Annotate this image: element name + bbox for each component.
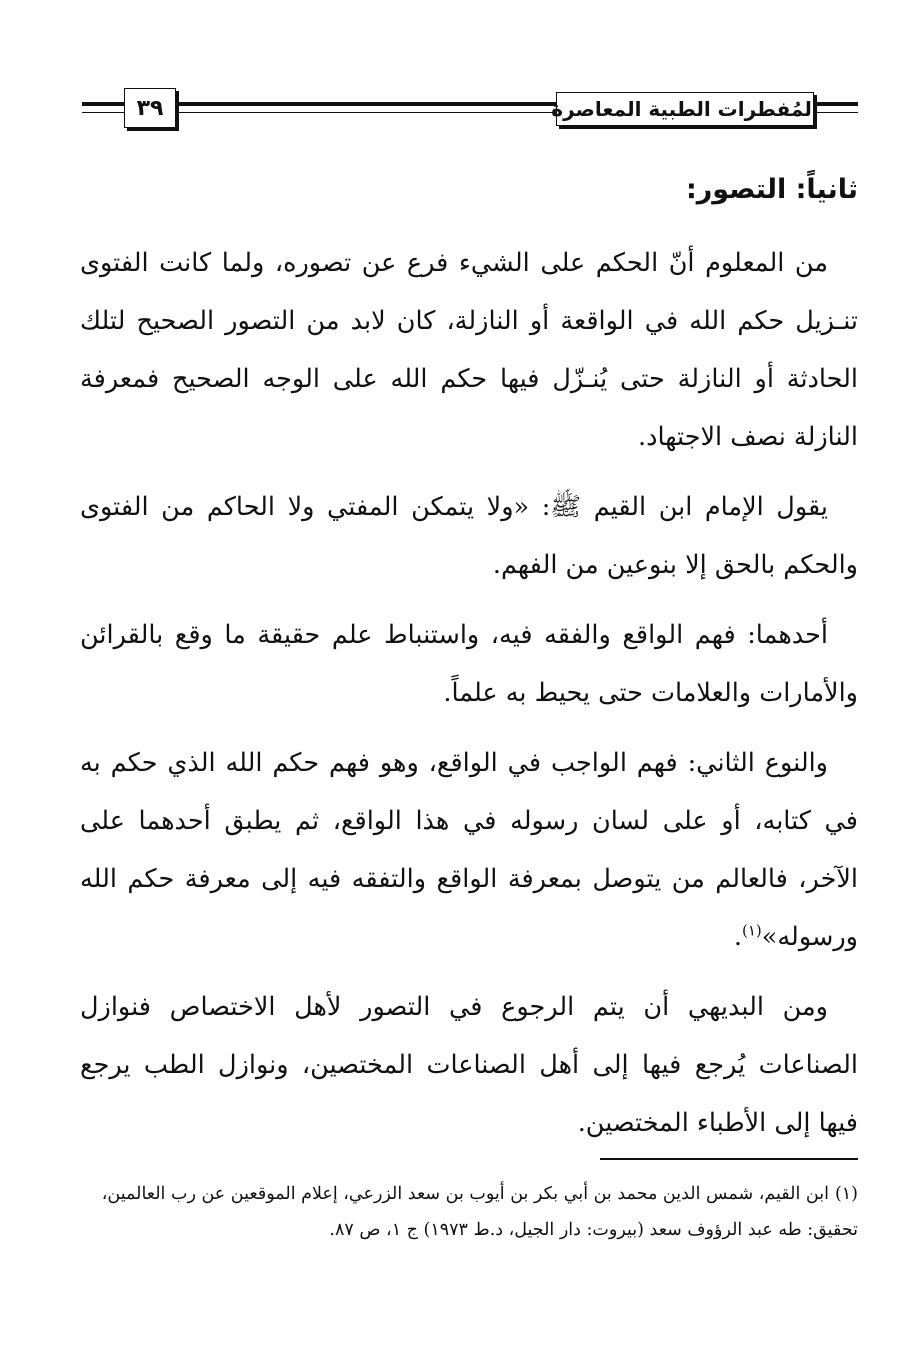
- header-rule-right-thin: [816, 112, 858, 113]
- paragraph-4-text: والنوع الثاني: فهم الواجب في الواقع، وهو فهم حكم الله الذي حكم به في كتابه، أو على لسان رسوله في هذا الواقع، ثم يطبق أحدهما على الآخر، فالعالم من يتوصل بمعرفة الواقع والتفقه فيه إلى معرفة حكم الله ورسوله»: [80, 748, 858, 952]
- header-rule-right-thick: [816, 102, 858, 106]
- header-rule-left-thin: [82, 112, 124, 113]
- book-title: المُفطرات الطبية المعاصرة: [556, 92, 814, 126]
- header-rule-left-thick: [82, 102, 124, 106]
- header-rule-middle-thin: [178, 112, 556, 113]
- footnote-number: (١): [834, 1184, 858, 1204]
- page-body: [80, 168, 858, 1164]
- footnote-text: ابن القيم، شمس الدين محمد بن أبي بكر بن أيوب بن سعد الزرعي، إعلام الموقعين عن رب العالمين، تحقيق: طه عبد الرؤوف سعد (بيروت: دار الجيل، د.ط ١٩٧٣) ج ١، ص ٨٧.: [101, 1184, 858, 1240]
- running-header: [82, 88, 858, 134]
- footnote-separator: [600, 1158, 858, 1160]
- footnote: [80, 1176, 858, 1248]
- paragraph-2: يقول الإمام ابن القيم ﷺ: «ولا يتمكن المفتي ولا الحاكم من الفتوى والحكم بالحق إلا بنوعين من الفهم.: [80, 492, 858, 580]
- header-rule-middle-thick: [178, 102, 556, 106]
- section-heading: ثانياً: التصور:: [685, 174, 858, 205]
- page-number: ٣٩: [124, 88, 176, 128]
- paragraph-3: أحدهما: فهم الواقع والفقه فيه، واستنباط علم حقيقة ما وقع بالقرائن والأمارات والعلامات حتى يحيط به علماً.: [80, 620, 858, 708]
- footnote-reference[interactable]: (١): [742, 921, 762, 940]
- paragraph-4: [80, 734, 858, 966]
- paragraph-1: من المعلوم أنّ الحكم على الشيء فرع عن تصوره، ولما كانت الفتوى تنـزيل حكم الله في الواقعة أو النازلة، كان لابد من التصور الصحيح لتلك الحادثة أو النازلة حتى يُنـزّل فيها حكم الله على الوجه الصحيح فمعرفة النازلة نصف الاجتهاد.: [80, 248, 858, 452]
- paragraph-5: ومن البديهي أن يتم الرجوع في التصور لأهل الاختصاص فنوازل الصناعات يُرجع فيها إلى أهل الصناعات المختصين، ونوازل الطب يرجع فيها إلى الأطباء المختصين.: [80, 992, 858, 1138]
- paragraph-4-end: .: [733, 922, 742, 952]
